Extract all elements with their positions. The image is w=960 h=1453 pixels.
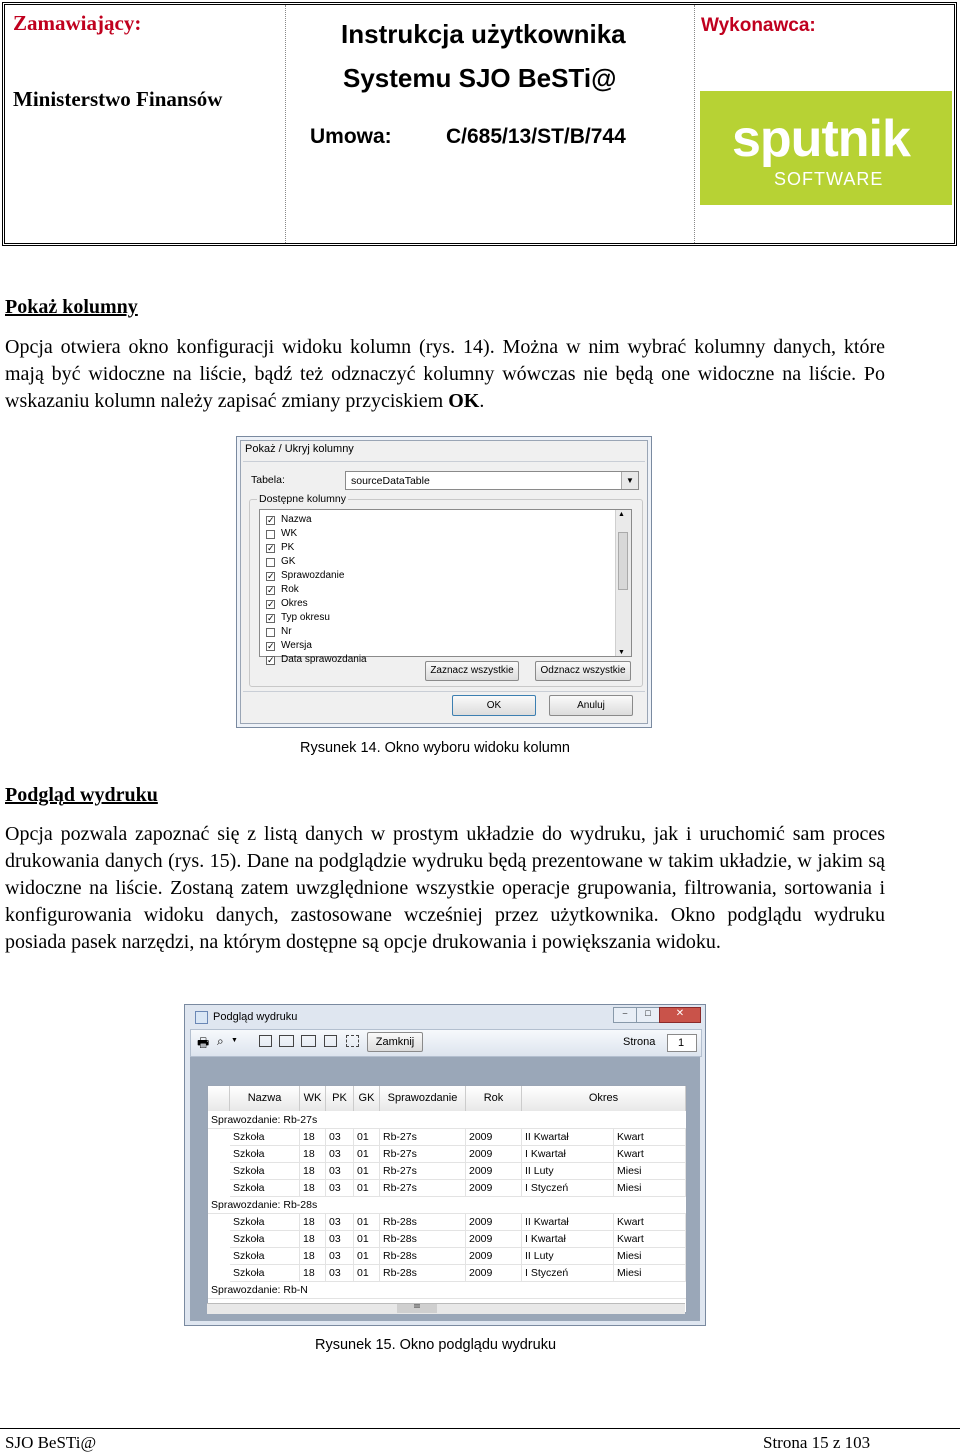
preview-title: Podgląd wydruku	[213, 1011, 298, 1023]
column-header[interactable]: Nazwa	[230, 1086, 300, 1111]
close-icon[interactable]: ✕	[659, 1007, 701, 1023]
table-cell: 18	[300, 1146, 326, 1163]
table-cell: 18	[300, 1248, 326, 1265]
page-label: Strona	[623, 1036, 656, 1048]
column-option[interactable]	[266, 542, 606, 555]
table-cell: Szkoła	[230, 1163, 300, 1180]
title-cell	[286, 5, 695, 243]
groupbox-label: Dostępne kolumny	[259, 493, 346, 505]
button-separator	[243, 691, 645, 692]
table-cell: 03	[326, 1146, 354, 1163]
table-cell: Miesi	[614, 1248, 686, 1265]
document-header	[2, 2, 957, 246]
logo-subtext: SOFTWARE	[774, 169, 884, 189]
preview-toolbar	[190, 1029, 702, 1057]
footer-left: SJO BeSTi@	[5, 1433, 97, 1452]
client-name: Ministerstwo Finansów	[13, 87, 223, 111]
column-checkbox[interactable]	[266, 628, 275, 637]
three-pages-icon[interactable]	[301, 1035, 316, 1047]
sputnik-logo	[700, 91, 952, 205]
column-option-label: Nazwa	[281, 514, 312, 525]
page-number-value: 1	[678, 1037, 685, 1049]
table-cell: Rb-27s	[380, 1129, 466, 1146]
horizontal-scrollbar[interactable]	[207, 1303, 685, 1314]
table-cell: II Luty	[522, 1163, 614, 1180]
table-cell: Szkoła	[230, 1248, 300, 1265]
table-cell: Rb-27s	[380, 1180, 466, 1197]
table-cell: 2009	[466, 1214, 522, 1231]
table-cell: 03	[326, 1248, 354, 1265]
group-label: Sprawozdanie: Rb-N	[208, 1282, 686, 1299]
column-option-label: Sprawozdanie	[281, 570, 345, 581]
four-pages-icon[interactable]	[324, 1035, 337, 1047]
print-icon[interactable]: 🖶	[197, 1035, 210, 1050]
table-cell: 18	[300, 1163, 326, 1180]
column-checkbox[interactable]: ✓	[267, 571, 275, 581]
table-cell: Szkoła	[230, 1214, 300, 1231]
group-label: Sprawozdanie: Rb-27s	[208, 1112, 686, 1129]
table-cell: 01	[354, 1129, 380, 1146]
table-cell: Kwart	[614, 1231, 686, 1248]
paragraph-text: Opcja otwiera okno konfiguracji widoku kolumn (rys. 14). Można w nim wybrać kolumny danych, które mają być widoczne na liście, bądź też odznaczyć kolumny wówczas nie będą one widoczne na liście. Po wskazaniu kolumn należy zapisać zmiany przyciskiem	[5, 336, 885, 412]
title-separator	[243, 461, 645, 462]
column-option-label: WK	[281, 528, 298, 539]
table-cell: II Kwartał	[522, 1214, 614, 1231]
column-option-label: Nr	[281, 626, 292, 637]
column-header[interactable]: Okres	[522, 1086, 686, 1111]
table-cell: Miesi	[614, 1163, 686, 1180]
column-option[interactable]	[266, 640, 606, 653]
column-option-label: Rok	[281, 584, 299, 595]
table-cell: I Styczeń	[522, 1180, 614, 1197]
footer-page-number: Strona 15 z 103	[763, 1433, 871, 1452]
scroll-up-icon[interactable]: ▲	[618, 510, 625, 518]
column-checkbox[interactable]	[266, 530, 275, 539]
chevron-down-icon[interactable]: ▼	[621, 472, 638, 489]
column-option-label: Typ okresu	[281, 612, 330, 623]
column-checkbox[interactable]: ✓	[267, 543, 275, 553]
table-value: sourceDataTable	[351, 475, 430, 487]
table-cell: Kwart	[614, 1214, 686, 1231]
column-option-label: Data sprawozdania	[281, 654, 367, 665]
maximize-icon[interactable]: □	[636, 1007, 660, 1023]
column-header[interactable]: WK	[300, 1086, 326, 1111]
column-checkbox[interactable]: ✓	[267, 515, 275, 525]
logo-text: sputnik	[732, 110, 910, 168]
window-app-icon	[195, 1011, 208, 1024]
table-cell: 2009	[466, 1163, 522, 1180]
ok-button[interactable]: OK	[452, 695, 536, 716]
table-cell: 18	[300, 1265, 326, 1282]
cancel-button[interactable]: Anuluj	[549, 695, 633, 716]
column-option[interactable]	[266, 514, 606, 527]
table-cell: II Luty	[522, 1248, 614, 1265]
group-row	[208, 1197, 686, 1214]
print-preview-window	[184, 1004, 706, 1326]
table-cell: Rb-28s	[380, 1214, 466, 1231]
close-button[interactable]: Zamknij	[367, 1032, 423, 1052]
figure-15-caption: Rysunek 15. Okno podglądu wydruku	[315, 1337, 557, 1353]
table-cell: 2009	[466, 1231, 522, 1248]
column-header[interactable]: Sprawozdanie	[380, 1086, 466, 1111]
table-cell: 18	[300, 1231, 326, 1248]
two-pages-icon[interactable]	[279, 1035, 294, 1047]
table-cell: Szkoła	[230, 1180, 300, 1197]
table-cell: Rb-28s	[380, 1265, 466, 1282]
table-cell: 03	[326, 1129, 354, 1146]
table-cell: 01	[354, 1248, 380, 1265]
table-cell: Rb-27s	[380, 1146, 466, 1163]
doc-subtitle: Systemu SJO BeSTi@	[343, 63, 617, 93]
page-number-field[interactable]	[667, 1034, 697, 1052]
section-heading-print-preview: Podgląd wydruku	[5, 784, 158, 806]
column-header[interactable]: PK	[326, 1086, 354, 1111]
table-row	[208, 1248, 686, 1265]
table-cell: 18	[300, 1180, 326, 1197]
table-row	[208, 1214, 686, 1231]
table-cell: Szkoła	[230, 1231, 300, 1248]
contract-label: Umowa:	[310, 125, 392, 148]
table-cell: Miesi	[614, 1265, 686, 1282]
select-all-button[interactable]: Zaznacz wszystkie	[425, 661, 519, 681]
table-row	[208, 1129, 686, 1146]
column-option-label: GK	[281, 556, 296, 567]
table-cell: Szkoła	[230, 1265, 300, 1282]
contract-number: C/685/13/ST/B/744	[446, 125, 626, 148]
columns-dialog-window	[236, 436, 652, 728]
column-checkbox[interactable]: ✓	[267, 655, 275, 665]
column-option[interactable]	[266, 612, 606, 625]
table-cell: 2009	[466, 1248, 522, 1265]
table-cell: Kwart	[614, 1129, 686, 1146]
client-label: Zamawiający:	[13, 11, 142, 35]
column-checkbox[interactable]: ✓	[267, 613, 275, 623]
scroll-thumb-horizontal[interactable]: III	[397, 1304, 437, 1313]
column-option[interactable]	[266, 598, 606, 611]
footer-rule	[0, 1428, 960, 1429]
group-label: Sprawozdanie: Rb-28s	[208, 1197, 686, 1214]
zoom-dropdown-icon[interactable]: ▼	[231, 1036, 238, 1044]
column-checkbox[interactable]	[266, 558, 275, 567]
table-cell: Szkoła	[230, 1129, 300, 1146]
column-option-label: PK	[281, 542, 295, 553]
figure-14-caption: Rysunek 14. Okno wyboru widoku kolumn	[300, 740, 570, 756]
table-cell: 03	[326, 1163, 354, 1180]
table-cell: 18	[300, 1129, 326, 1146]
column-option-label: Okres	[281, 598, 308, 609]
column-header[interactable]: GK	[354, 1086, 380, 1111]
table-cell: 03	[326, 1180, 354, 1197]
section-paragraph-print-preview: Opcja pozwala zapoznać się z listą danych w prostym układzie do wydruku, jak i uruchomić sam proces drukowania danych (rys. 15). Dane na podglądzie wydruku będą prezentowane w takim układzie, w jakim są widoczne na liście. Zostaną zatem uwzględnione wszystkie operacje grupowania, filtrowania, sortowania i konfigurowania widoku danych, zastosowane wcześniej przez użytkownika. Okno podglądu wydruku posiada pasek narzędzi, na którym dostępne są opcje drukowania i powiększania widoku.	[5, 823, 885, 953]
table-cell: 01	[354, 1146, 380, 1163]
table-cell: 01	[354, 1231, 380, 1248]
table-cell: Rb-28s	[380, 1231, 466, 1248]
table-cell: Kwart	[614, 1146, 686, 1163]
table-cell: Rb-27s	[380, 1163, 466, 1180]
table-cell: 03	[326, 1265, 354, 1282]
section-paragraph-show-columns	[5, 334, 885, 415]
table-cell: 01	[354, 1265, 380, 1282]
section-heading-show-columns: Pokaż kolumny	[5, 296, 138, 318]
table-cell: Szkoła	[230, 1146, 300, 1163]
table-combobox[interactable]	[345, 471, 639, 490]
table-cell: 01	[354, 1214, 380, 1231]
column-checkbox[interactable]: ✓	[267, 599, 275, 609]
table-cell: 2009	[466, 1129, 522, 1146]
contractor-label: Wykonawca:	[701, 15, 816, 36]
table-row	[208, 1231, 686, 1248]
column-option[interactable]	[266, 556, 606, 569]
table-cell: 18	[300, 1214, 326, 1231]
table-row	[208, 1265, 686, 1282]
column-checkbox[interactable]: ✓	[267, 641, 275, 651]
preview-page	[207, 1085, 687, 1313]
paragraph-end: .	[479, 390, 485, 412]
table-cell: 01	[354, 1180, 380, 1197]
columns-checklist	[259, 509, 632, 665]
table-row	[208, 1146, 686, 1163]
column-checkbox[interactable]: ✓	[267, 585, 275, 595]
table-cell: Rb-28s	[380, 1248, 466, 1265]
zoom-icon[interactable]: ⌕	[217, 1034, 224, 1048]
dialog-title: Pokaż / Ukryj kolumny	[245, 443, 354, 455]
one-page-icon[interactable]	[259, 1035, 272, 1047]
minimize-icon[interactable]: –	[613, 1007, 637, 1023]
table-cell: I Kwartał	[522, 1231, 614, 1248]
table-cell: 03	[326, 1231, 354, 1248]
six-pages-icon[interactable]	[346, 1035, 359, 1047]
scroll-thumb[interactable]	[618, 532, 628, 590]
ok-emphasis: OK	[448, 390, 480, 412]
table-label: Tabela:	[251, 474, 285, 486]
column-option[interactable]	[266, 626, 606, 639]
column-option-label: Wersja	[281, 640, 312, 651]
table-cell: 2009	[466, 1265, 522, 1282]
client-cell	[5, 5, 286, 243]
table-cell: 01	[354, 1163, 380, 1180]
header-spacer	[208, 1086, 230, 1111]
column-option[interactable]	[266, 570, 606, 583]
table-cell: II Kwartał	[522, 1129, 614, 1146]
column-option[interactable]	[266, 584, 606, 597]
table-cell: 2009	[466, 1146, 522, 1163]
table-cell: 2009	[466, 1180, 522, 1197]
contractor-cell	[695, 5, 954, 243]
group-row	[208, 1282, 686, 1299]
table-cell: I Styczeń	[522, 1265, 614, 1282]
table-cell: 03	[326, 1214, 354, 1231]
scroll-down-icon[interactable]: ▼	[618, 648, 625, 656]
table-row	[208, 1180, 686, 1197]
column-option[interactable]	[266, 528, 606, 541]
doc-title: Instrukcja użytkownika	[341, 19, 626, 49]
table-cell: I Kwartał	[522, 1146, 614, 1163]
deselect-all-button[interactable]: Odznacz wszystkie	[535, 661, 631, 681]
group-row	[208, 1112, 686, 1129]
table-row	[208, 1163, 686, 1180]
table-cell: Miesi	[614, 1180, 686, 1197]
column-header[interactable]: Rok	[466, 1086, 522, 1111]
vertical-scrollbar[interactable]	[615, 510, 631, 656]
